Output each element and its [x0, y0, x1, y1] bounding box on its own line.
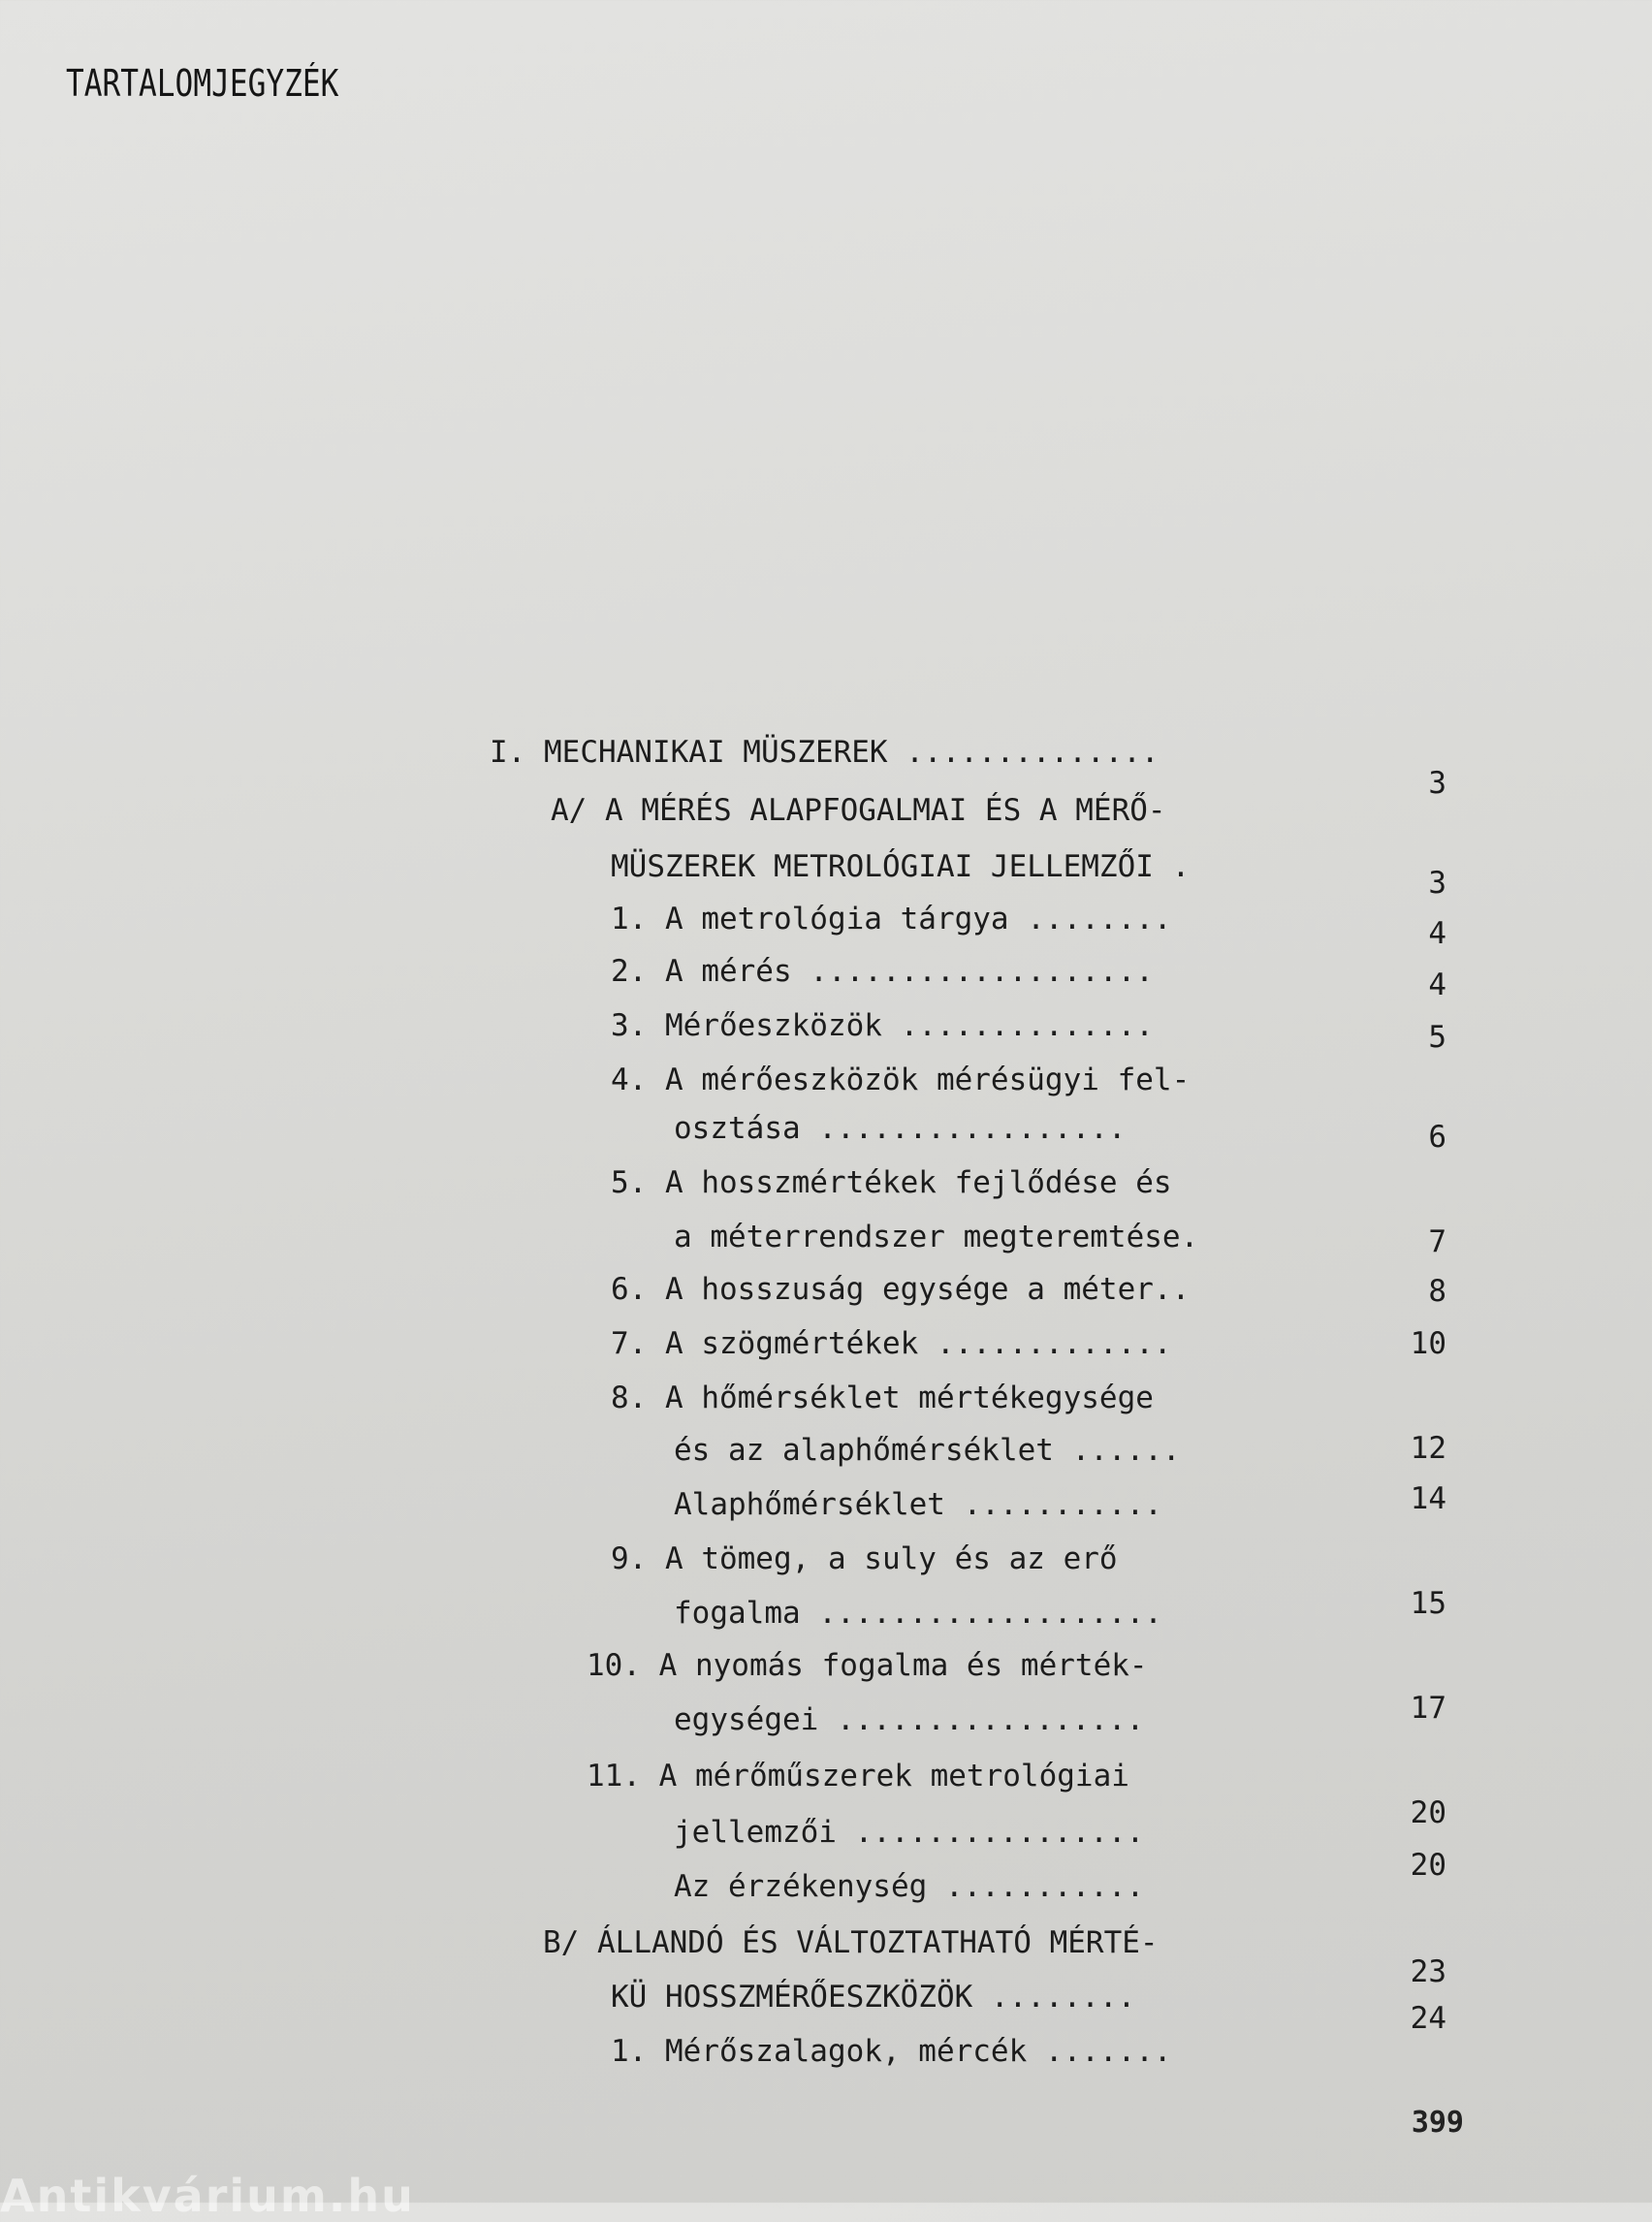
toc-entry-page: 8 [1428, 1274, 1446, 1309]
toc-entry-page: 20 [1410, 1848, 1446, 1883]
toc-entry-text: a méterrendszer megteremtése. [674, 1220, 1199, 1254]
toc-entry-text: MÜSZEREK METROLÓGIAI JELLEMZŐI . [611, 849, 1191, 884]
toc-entry-text: A/ A MÉRÉS ALAPFOGALMAI ÉS A MÉRŐ- [551, 793, 1166, 828]
toc-entry-text: 8. A hőmérséklet mértékegysége [611, 1381, 1154, 1415]
toc-entry-text: 5. A hosszmértékek fejlődése és [611, 1165, 1172, 1200]
toc-entry-text: fogalma ................... [674, 1596, 1162, 1631]
toc-entry-text: B/ ÁLLANDÓ ÉS VÁLTOZTATHATÓ MÉRTÉ- [543, 1925, 1159, 1960]
toc-entry-text: 1. A metrológia tárgya ........ [611, 902, 1172, 936]
toc-entry-text: Alaphőmérséklet ........... [674, 1487, 1162, 1522]
toc-entry-text: I. MECHANIKAI MÜSZEREK .............. [490, 735, 1160, 770]
toc-entry-text: 3. Mérőeszközök .............. [611, 1008, 1154, 1043]
watermark: Antikvárium.hu [0, 2170, 415, 2222]
toc-entry-text: osztása ................. [674, 1111, 1127, 1146]
toc-entry-page: 17 [1410, 1691, 1446, 1726]
toc-entry-text: jellemzői ................ [674, 1815, 1145, 1850]
toc-entry-page: 5 [1428, 1020, 1446, 1055]
toc-entry-text: 4. A mérőeszközök mérésügyi fel- [611, 1063, 1191, 1097]
toc-heading: TARTALOMJEGYZÉK [66, 62, 339, 105]
toc-entry-page: 4 [1428, 916, 1446, 951]
toc-entry-page: 4 [1428, 968, 1446, 1002]
toc-entry-page: 15 [1410, 1586, 1446, 1621]
toc-entry-page: 3 [1428, 866, 1446, 901]
toc-entry-text: Az érzékenység ........... [674, 1869, 1145, 1904]
toc-entry-page: 20 [1410, 1795, 1446, 1830]
toc-entry-page: 14 [1410, 1481, 1446, 1516]
toc-entry-text: 7. A szögmértékek ............. [611, 1326, 1172, 1361]
toc-entry-page: 6 [1428, 1120, 1446, 1155]
toc-entry-text: egységei ................. [674, 1702, 1145, 1737]
toc-entry-text: 6. A hosszuság egysége a méter.. [611, 1272, 1191, 1307]
page-number: 399 [1411, 2106, 1464, 2140]
toc-entry-page: 12 [1410, 1431, 1446, 1466]
toc-entry-page: 23 [1410, 1954, 1446, 1989]
toc-entry-text: 11. A mérőműszerek metrológiai [587, 1759, 1129, 1793]
toc-entry-text: 9. A tömeg, a suly és az erő [611, 1541, 1118, 1576]
toc-entry-text: és az alaphőmérséklet ...... [674, 1433, 1181, 1468]
toc-entry-page: 24 [1410, 2001, 1446, 2036]
toc-entry-text: KÜ HOSSZMÉRŐESZKÖZÖK ........ [611, 1980, 1136, 2015]
toc-entry-text: 10. A nyomás fogalma és mérték- [587, 1648, 1148, 1683]
toc-entry-page: 3 [1428, 766, 1446, 801]
toc-entry-text: 1. Mérőszalagok, mércék ....... [611, 2034, 1172, 2069]
toc-entry-text: 2. A mérés ................... [611, 954, 1154, 989]
toc-entry-page: 10 [1410, 1326, 1446, 1361]
toc-entry-page: 7 [1428, 1224, 1446, 1259]
